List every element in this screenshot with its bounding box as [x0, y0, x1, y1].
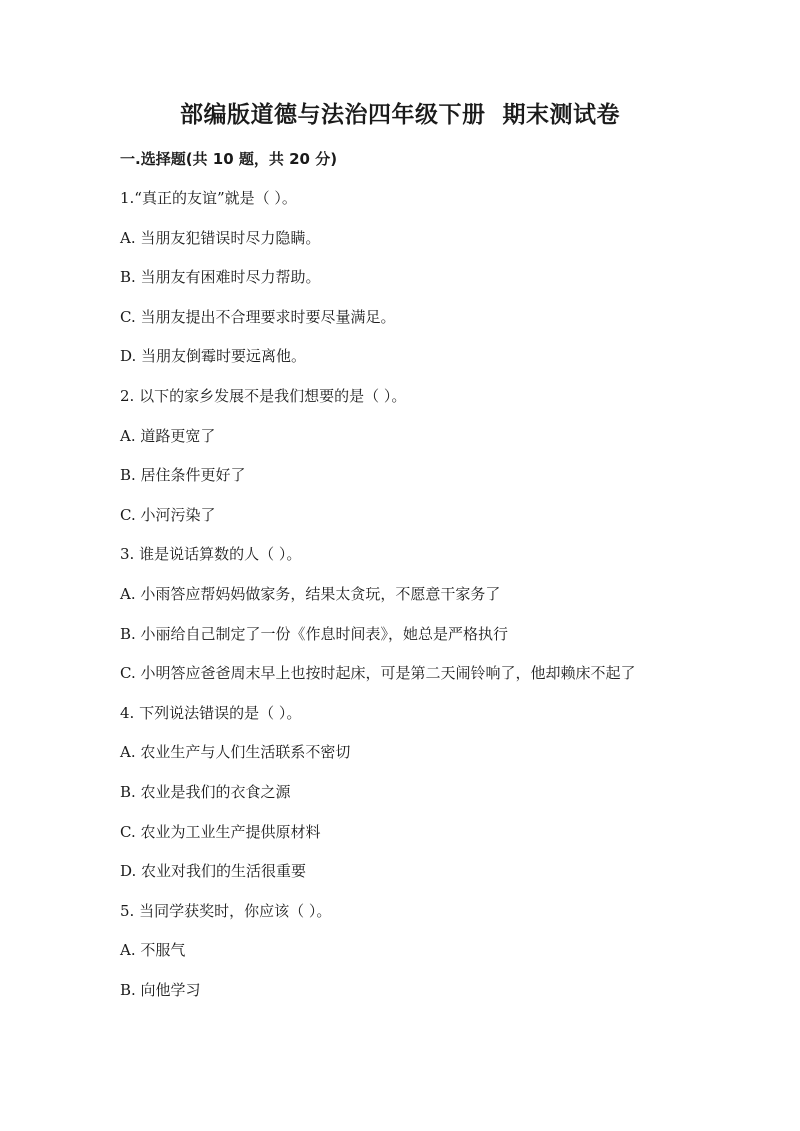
question-3-option-c: C. 小明答应爸爸周末早上也按时起床，可是第二天闹铃响了，他却赖床不起了 — [120, 664, 636, 683]
question-2-stem: 2. 以下的家乡发展不是我们想要的是（ ）。 — [120, 386, 407, 405]
question-5-option-b: B. 向他学习 — [120, 980, 201, 999]
question-4-option-b: B. 农业是我们的衣食之源 — [120, 782, 291, 801]
question-1-option-d: D. 当朋友倒霉时要远离他。 — [120, 347, 307, 366]
question-list — [120, 186, 740, 1017]
question-1-option-c: C. 当朋友提出不合理要求时要尽量满足。 — [120, 307, 396, 326]
question-1-stem: 1.“真正的友谊”就是（ ）。 — [120, 189, 297, 207]
question-1-option-a: A. 当朋友犯错误时尽力隐瞒。 — [120, 228, 321, 247]
question-4-stem: 4. 下列说法错误的是（ ）。 — [120, 703, 302, 722]
question-4-option-d: D. 农业对我们的生活很重要 — [120, 862, 307, 881]
question-4-option-c: C. 农业为工业生产提供原材料 — [120, 822, 321, 841]
page-title: 部编版道德与法治四年级下册 期末测试卷 — [179, 102, 620, 128]
question-3-option-b: B. 小丽给自己制定了一份《作息时间表》，她总是严格执行 — [120, 624, 509, 643]
question-1-option-b: B. 当朋友有困难时尽力帮助。 — [120, 268, 321, 287]
question-2-option-a: A. 道路更宽了 — [120, 426, 216, 445]
question-4-option-a: A. 农业生产与人们生活联系不密切 — [120, 743, 351, 762]
question-3-option-a: A. 小雨答应帮妈妈做家务，结果太贪玩，不愿意干家务了 — [120, 584, 501, 603]
question-5-option-a: A. 不服气 — [120, 941, 186, 960]
section-heading: 一.选择题(共 10 题，共 20 分) — [120, 150, 338, 168]
question-3-stem: 3. 谁是说话算数的人（ ）。 — [120, 545, 302, 564]
question-5-stem: 5. 当同学获奖时，你应该（ ）。 — [120, 901, 332, 920]
question-2-option-b: B. 居住条件更好了 — [120, 466, 246, 485]
question-2-option-c: C. 小河污染了 — [120, 505, 216, 524]
